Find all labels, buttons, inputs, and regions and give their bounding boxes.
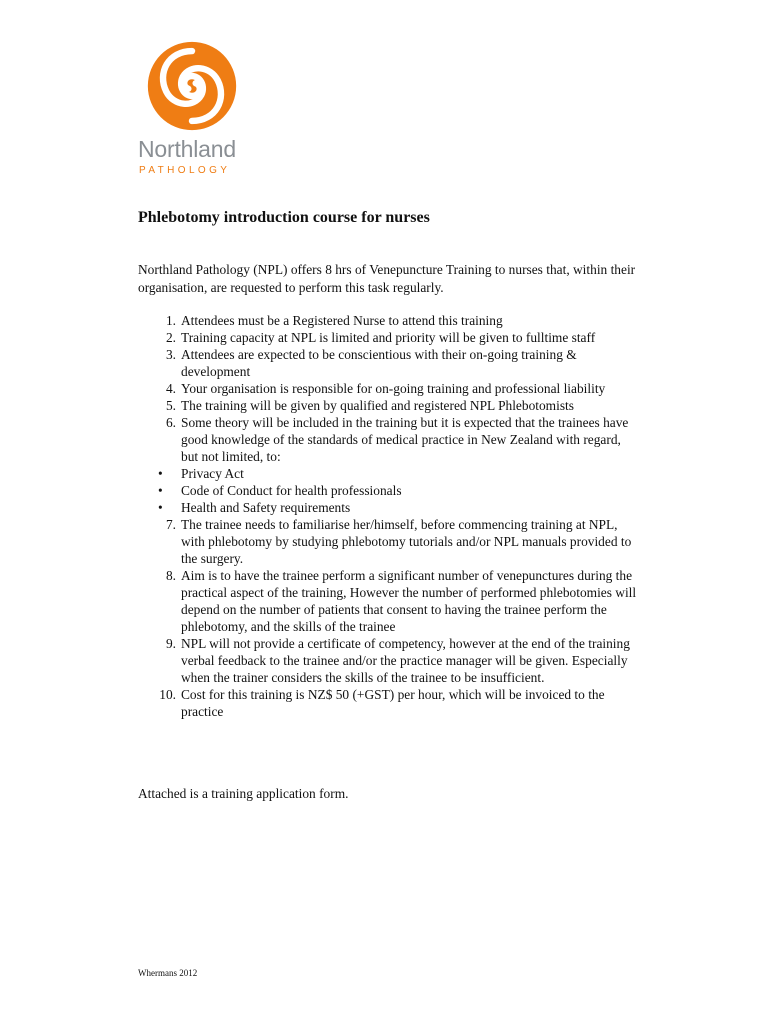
list-item <box>138 516 638 567</box>
list-item-text: Attendees are expected to be conscientious with their on-going training & development <box>181 347 577 379</box>
list-item-number: 6. <box>165 415 176 430</box>
footer-text: Whermans 2012 <box>138 968 198 978</box>
sub-bullet-item <box>138 482 638 499</box>
bullet-icon: • <box>158 466 163 481</box>
list-item <box>138 414 638 465</box>
page-title: Phlebotomy introduction course for nurses <box>138 209 430 226</box>
list-item <box>138 686 638 720</box>
list-item-text: Some theory will be included in the training but it is expected that the trainees have good knowledge of the standards of medical practice in New Zealand with regard, but not limited, to: <box>181 415 629 464</box>
list-item <box>138 329 638 346</box>
sub-bullet-item <box>138 465 638 482</box>
list-item-text: Cost for this training is NZ$ 50 (+GST) per hour, which will be invoiced to the practice <box>181 687 605 719</box>
list-item-text: Aim is to have the trainee perform a significant number of venepunctures during the practical aspect of the training, However the number of performed phlebotomies will depend on the number of patients that consent to having the trainee perform the phlebotomy, and the skills of the trainee <box>181 568 637 634</box>
list-item-number: 4. <box>165 381 176 396</box>
list-item-number: 10. <box>159 687 176 702</box>
list-item-number: 9. <box>165 636 176 651</box>
list-item <box>138 635 638 686</box>
sub-bullet-list <box>138 465 638 516</box>
list-item-number: 2. <box>165 330 176 345</box>
list-item-text: NPL will not provide a certificate of competency, however at the end of the training verbal feedback to the trainee and/or the practice manager will be given. Especially when the trainer considers the skills of the trainee to be insufficient. <box>181 636 630 685</box>
sub-bullet-item <box>138 499 638 516</box>
list-item <box>138 397 638 414</box>
logo-subtitle: PATHOLOGY <box>139 165 231 176</box>
attached-note: Attached is a training application form. <box>138 786 349 801</box>
bullet-icon: • <box>158 483 163 498</box>
bullet-icon: • <box>158 500 163 515</box>
swirl-logo-icon <box>146 40 238 132</box>
logo-name: Northland <box>138 136 236 162</box>
list-item <box>138 312 638 329</box>
list-item-number: 3. <box>165 347 176 362</box>
list-item-text: Attendees must be a Registered Nurse to attend this training <box>181 313 503 328</box>
list-item <box>138 380 638 397</box>
list-item-text: Your organisation is responsible for on-going training and professional liability <box>181 381 606 396</box>
intro-paragraph: Northland Pathology (NPL) offers 8 hrs of Venepuncture Training to nurses that, within their organisation, are requested to perform this task regularly. <box>138 262 636 295</box>
list-item <box>138 346 638 380</box>
list-item-text: The training will be given by qualified and registered NPL Phlebotomists <box>181 398 574 413</box>
list-item-text: Training capacity at NPL is limited and priority will be given to fulltime staff <box>181 330 596 345</box>
northland-pathology-logo <box>136 40 248 180</box>
list-item-number: 1. <box>165 313 176 328</box>
list-item-text: The trainee needs to familiarise her/himself, before commencing training at NPL, with phlebotomy by studying phlebotomy tutorials and/or NPL manuals provided to the surgery. <box>181 517 632 566</box>
sub-bullet-text: Code of Conduct for health professionals <box>181 483 402 498</box>
sub-bullet-text: Health and Safety requirements <box>181 500 351 515</box>
list-item <box>138 567 638 635</box>
list-item-number: 7. <box>165 517 176 532</box>
list-item-number: 5. <box>165 398 176 413</box>
numbered-list <box>138 312 638 720</box>
list-item-number: 8. <box>165 568 176 583</box>
sub-bullet-text: Privacy Act <box>181 466 244 481</box>
